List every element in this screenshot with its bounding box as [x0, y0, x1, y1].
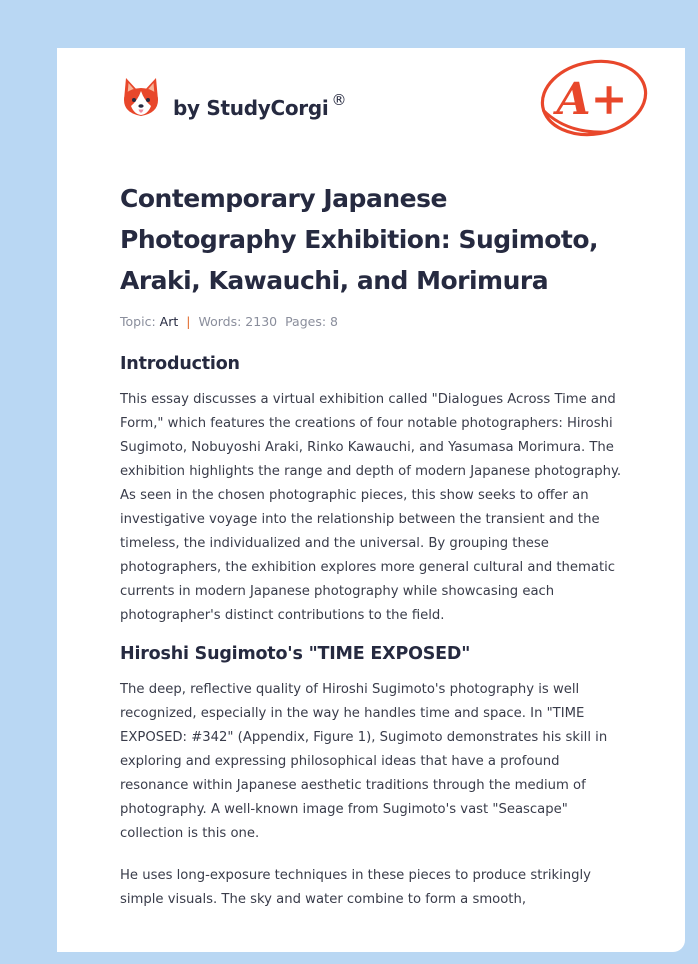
corgi-logo-icon: [121, 76, 161, 122]
topic-link[interactable]: Art: [159, 314, 179, 329]
brand-name: [173, 91, 347, 120]
a-plus-grade-badge: [537, 58, 651, 140]
paragraph: The deep, reflective quality of Hiroshi Sugimoto's photography is well recognized, especially in the way he handles time and space. In "TIME EXPOSED: #342" (Appendix, Figure 1), Sugimoto demonstrates his skill in exploring and expressing philosophical ideas that have a profound resonance within Japanese aesthetic traditions through the medium of photography. A well-known image from Sugimoto's vast "Seascape" collection is this one.: [120, 682, 608, 841]
studycorgi-logo[interactable]: [121, 76, 346, 122]
paragraph: This essay discusses a virtual exhibition called "Dialogues Across Time and Form," which features the creations of four notable photographers: Hiroshi Sugimoto, Nobuyoshi Araki, Rinko Kawauchi, and Yasumasa Morimura. The exhibition highlights the range and depth of modern Japanese photography. As seen in the chosen photographic pieces, this show seeks to offer an investigative voyage into the relationship between the transient and the timeless, the individualized and the universal. By grouping these photographers, the exhibition explores more general cultural and thematic currents in modern Japanese photography while showcasing each photographer's distinct contributions to the field.: [120, 392, 622, 623]
article-content: [120, 178, 630, 912]
grade-text: A+: [556, 74, 628, 125]
pages-label: Pages:: [285, 314, 327, 329]
document-page: [57, 48, 685, 952]
article-meta: [120, 314, 630, 329]
topic-label: Topic:: [120, 314, 156, 329]
pages-value: 8: [330, 314, 338, 329]
words-value: 2130: [245, 314, 278, 329]
article-title: Contemporary Japanese Photography Exhibition: Sugimoto, Araki, Kawauchi, and Morimura: [120, 184, 599, 295]
page-header: [57, 48, 685, 168]
registered-mark: ®: [331, 91, 347, 109]
words-label: Words:: [198, 314, 242, 329]
paragraph: He uses long-exposure techniques in these pieces to produce strikingly simple visuals. The sky and water combine to form a smooth,: [120, 868, 591, 907]
section-heading-sugimoto: Hiroshi Sugimoto's "TIME EXPOSED": [120, 644, 471, 664]
section-heading-introduction: Introduction: [120, 354, 240, 374]
meta-separator: |: [186, 314, 191, 329]
brand-text: by StudyCorgi: [173, 96, 329, 120]
